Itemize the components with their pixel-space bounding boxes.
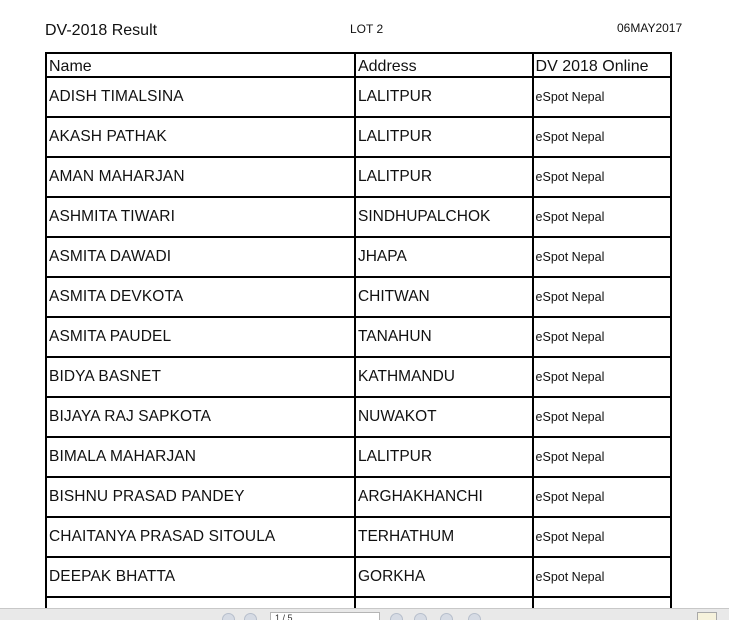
online-cell: eSpot Nepal (533, 157, 671, 197)
column-header-address: Address (355, 53, 533, 77)
pdf-viewer-toolbar (0, 608, 729, 620)
name-cell: ASHMITA TIWARI (46, 197, 355, 237)
online-cell: eSpot Nepal (533, 517, 671, 557)
name-cell: AMAN MAHARJAN (46, 157, 355, 197)
table-row (46, 517, 671, 557)
name-cell: ASMITA PAUDEL (46, 317, 355, 357)
addr-cell: SINDHUPALCHOK (355, 197, 533, 237)
table-row (46, 357, 671, 397)
name-cell (46, 597, 355, 608)
addr-cell (355, 597, 533, 608)
online-cell: eSpot Nepal (533, 237, 671, 277)
online-cell: eSpot Nepal (533, 477, 671, 517)
addr-cell: JHAPA (355, 237, 533, 277)
table-row (46, 117, 671, 157)
online-cell: eSpot Nepal (533, 117, 671, 157)
name-cell: CHAITANYA PRASAD SITOULA (46, 517, 355, 557)
name-cell: BIDYA BASNET (46, 357, 355, 397)
addr-cell: ARGHAKHANCHI (355, 477, 533, 517)
name-cell: ASMITA DAWADI (46, 237, 355, 277)
table-row (46, 157, 671, 197)
addr-cell: LALITPUR (355, 77, 533, 117)
online-cell: eSpot Nepal (533, 397, 671, 437)
addr-cell: TANAHUN (355, 317, 533, 357)
table-row (46, 557, 671, 597)
table-header-row (46, 53, 671, 77)
document-title: DV-2018 Result (45, 22, 158, 39)
table-row (46, 477, 671, 517)
online-cell: eSpot Nepal (533, 557, 671, 597)
online-cell: eSpot Nepal (533, 317, 671, 357)
online-cell (533, 597, 671, 608)
table-row (46, 277, 671, 317)
table-row (46, 437, 671, 477)
lot-label: LOT 2 (350, 22, 384, 36)
column-header-online: DV 2018 Online (533, 53, 671, 77)
page-number-field[interactable]: 1 / 5 (270, 612, 380, 620)
online-cell: eSpot Nepal (533, 197, 671, 237)
name-cell: ASMITA DEVKOTA (46, 277, 355, 317)
name-cell: BISHNU PRASAD PANDEY (46, 477, 355, 517)
addr-cell: CHITWAN (355, 277, 533, 317)
name-cell: ADISH TIMALSINA (46, 77, 355, 117)
name-cell: BIMALA MAHARJAN (46, 437, 355, 477)
online-cell: eSpot Nepal (533, 77, 671, 117)
addr-cell: LALITPUR (355, 437, 533, 477)
table-row (46, 237, 671, 277)
page-header (0, 0, 729, 50)
addr-cell: NUWAKOT (355, 397, 533, 437)
online-cell: eSpot Nepal (533, 357, 671, 397)
table-row (46, 597, 671, 608)
results-table (45, 52, 672, 608)
table-row (46, 317, 671, 357)
addr-cell: LALITPUR (355, 117, 533, 157)
addr-cell: GORKHA (355, 557, 533, 597)
addr-cell: TERHATHUM (355, 517, 533, 557)
online-cell: eSpot Nepal (533, 437, 671, 477)
table-row (46, 197, 671, 237)
name-cell: AKASH PATHAK (46, 117, 355, 157)
table-row (46, 397, 671, 437)
column-header-name: Name (46, 53, 355, 77)
results-table-viewport[interactable] (45, 52, 673, 608)
online-cell: eSpot Nepal (533, 277, 671, 317)
name-cell: BIJAYA RAJ SAPKOTA (46, 397, 355, 437)
table-body (46, 77, 671, 608)
name-cell: DEEPAK BHATTA (46, 557, 355, 597)
document-date: 06MAY2017 (617, 21, 683, 35)
table-row (46, 77, 671, 117)
addr-cell: KATHMANDU (355, 357, 533, 397)
addr-cell: LALITPUR (355, 157, 533, 197)
